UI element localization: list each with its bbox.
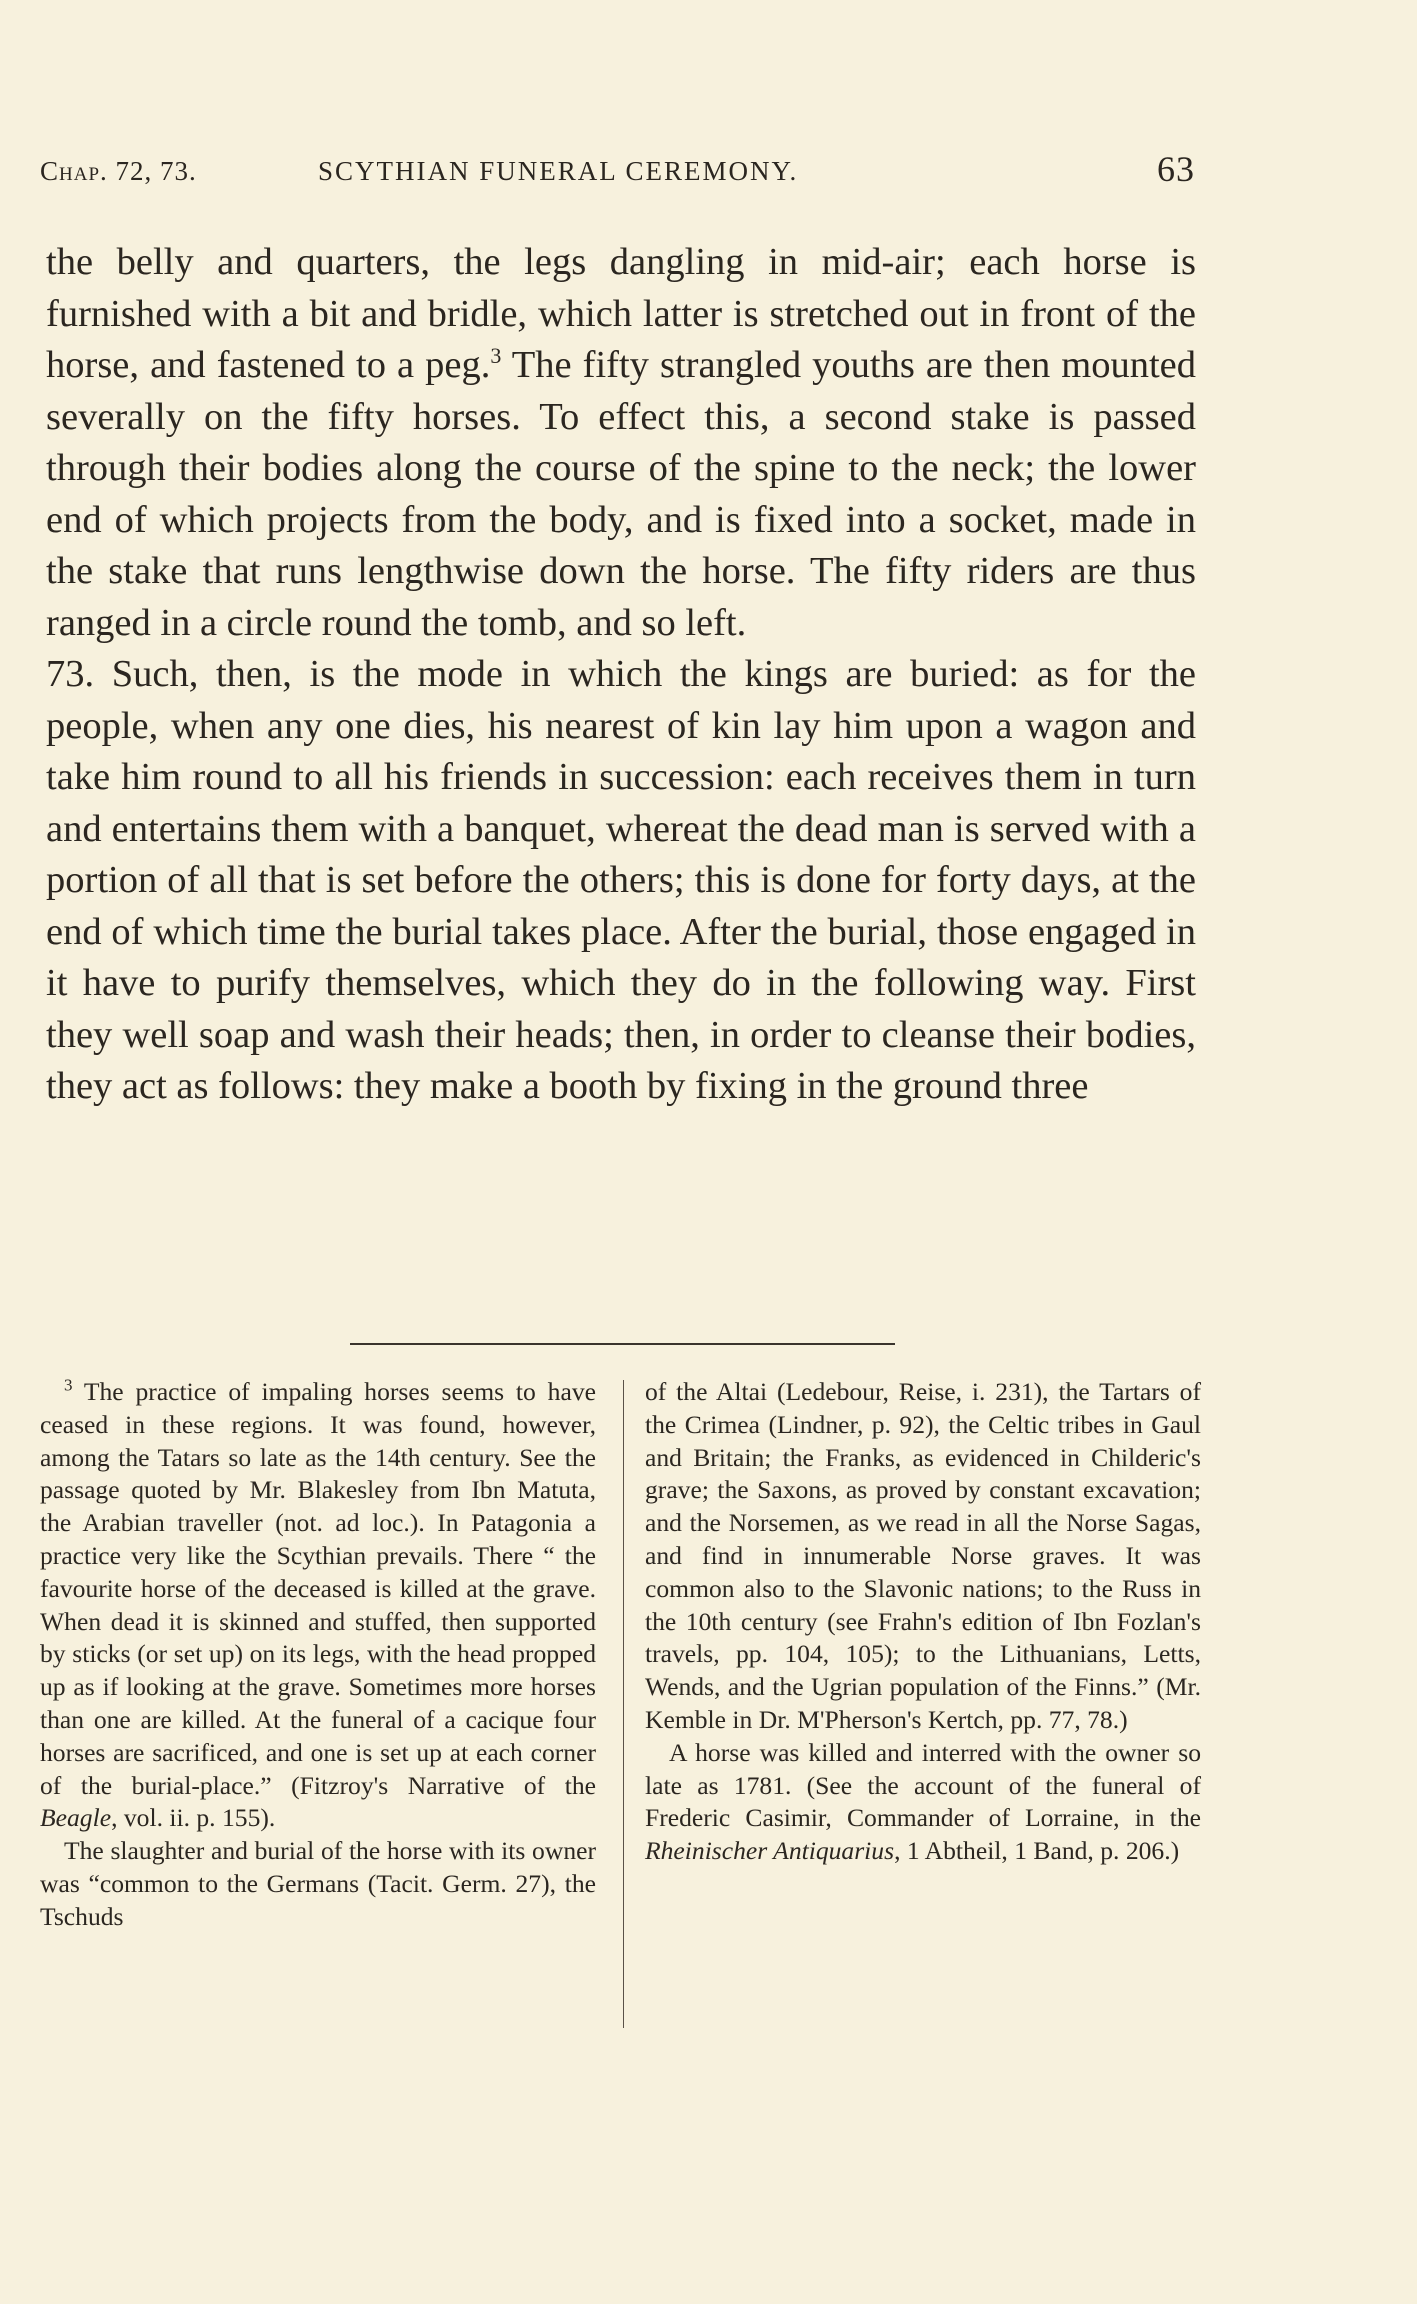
footnote-text-end: , vol. ii. p. 155).: [111, 1803, 276, 1833]
footnote-column-left: [40, 1376, 596, 1934]
column-divider: [623, 1380, 624, 2028]
footnote-text: A horse was killed and interred with the owner so late as 1781. (See the account of the funeral of Frederic Casimir, Commander of Lorraine, in the: [645, 1737, 1201, 1833]
paragraph-1: [46, 237, 1196, 649]
main-text: [46, 237, 1196, 1113]
paragraph-2: 73. Such, then, is the mode in which the kings are buried: as for the people, when any one dies, his nearest of kin lay him upon a wagon and take him round to all his friends in succession: each receives them in turn and entertains them with a banquet, whereat the dead man is served with a portion of all that is set before the others; this is done for forty days, at the end of which time the burial takes place. After the burial, those engaged in it have to purify themselves, which they do in the following way. First they well soap and wash their heads; then, in order to cleanse their bodies, they act as follows: they make a booth by fixing in the ground three: [46, 653, 1196, 1107]
paragraph-1-text-a: the belly and quarters, the legs dangling in mid-air; each horse is furnished with a bit and bridle, which latter is stretched out in front of the horse, and fastened to a peg.: [46, 241, 1196, 386]
footnote-3-paragraph-3: [645, 1737, 1201, 1868]
footnote-3-paragraph-1: [40, 1376, 596, 1835]
footnote-text: The practice of impaling horses seems to have ceased in these regions. It was found, however, among the Tatars so late as the 14th century. See the passage quoted by Mr. Blakesley from Ibn Matuta, the Arabian traveller (not. ad loc.). In Patagonia a practice very like the Scythian prevails. There “ the favourite horse of the deceased is killed at the grave. When dead it is skinned and stuffed, then supported by sticks (or set up) on its legs, with the head propped up as if looking at the grave. Sometimes more horses than one are killed. At the funeral of a cacique four horses are sacrificed, and one is set up at each corner of the burial-place.” (Fitzroy's Narrative of the: [40, 1377, 596, 1800]
footnote-reference: 3: [490, 343, 502, 369]
footnote-text-end: , 1 Abtheil, 1 Band, p. 206.): [894, 1836, 1180, 1866]
chapter-reference: Chap. 72, 73.: [40, 156, 197, 186]
footnote-rule: [350, 1343, 895, 1345]
footnote-italic-title: Beagle: [40, 1803, 112, 1833]
footnote-number: 3: [64, 1375, 73, 1395]
footnote-3-paragraph-2: The slaughter and burial of the horse with its owner was “common to the Germans (Tacit. Germ. 27), the Tschuds: [40, 1836, 596, 1931]
running-title: SCYTHIAN FUNERAL CEREMONY.: [318, 156, 799, 186]
page-number: 63: [1157, 149, 1195, 189]
running-head: [40, 148, 1195, 198]
footnote-italic-title: Rheinischer Antiquarius: [645, 1836, 895, 1866]
paragraph-1-text-b: The fifty strangled youths are then mounted severally on the fifty horses. To effect this, a second stake is passed through their bodies along the course of the spine to the neck; the lower end of which projects from the body, and is fixed into a socket, made in the stake that runs lengthwise down the horse. The fifty riders are thus ranged in a circle round the tomb, and so left.: [46, 344, 1196, 644]
footnote-column-right: [645, 1376, 1201, 1868]
footnote-3-continuation: of the Altai (Ledebour, Reise, i. 231), the Tartars of the Crimea (Lindner, p. 92), the Celtic tribes in Gaul and Britain; the Franks, as evidenced in Childeric's grave; the Saxons, as proved by constant excavation; and the Norsemen, as we read in all the Norse Sagas, and find in innumerable Norse graves. It was common also to the Slavonic nations; to the Russ in the 10th century (see Frahn's edition of Ibn Fozlan's travels, pp. 104, 105); to the Lithuanians, Letts, Wends, and the Ugrian population of the Finns.” (Mr. Kemble in Dr. M'Pherson's Kertch, pp. 77, 78.): [645, 1377, 1201, 1734]
